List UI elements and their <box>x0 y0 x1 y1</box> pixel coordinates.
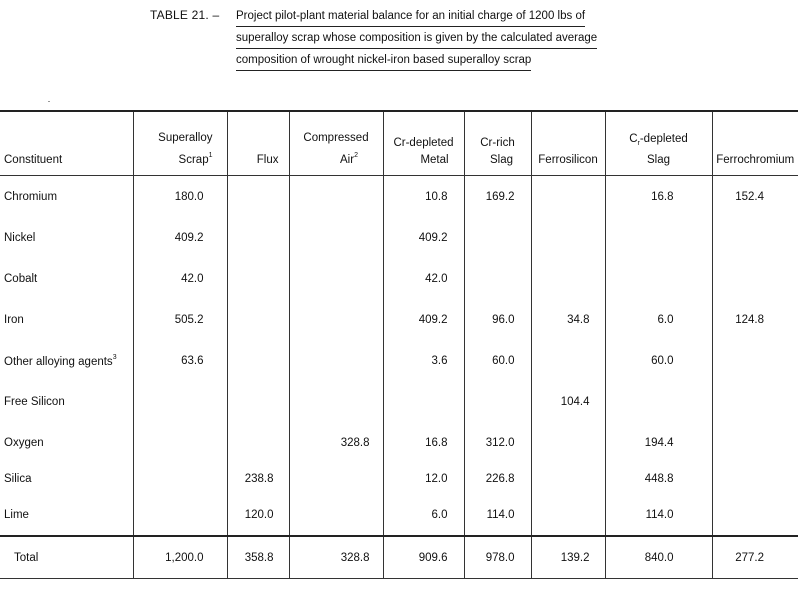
table-cell <box>227 299 289 340</box>
table-cell <box>289 299 383 340</box>
row-label: Nickel <box>4 231 36 244</box>
table-cell <box>464 381 531 422</box>
table-cell: 60.0 <box>464 340 531 381</box>
table-cell: 42.0 <box>383 258 464 299</box>
table-cell <box>531 217 605 258</box>
column-header-cr-rich-slag: Cr-rich Slag <box>464 111 531 176</box>
table-cell: 226.8 <box>464 464 531 494</box>
table-cell <box>464 258 531 299</box>
table-cell <box>289 494 383 536</box>
total-label: Total <box>14 551 39 564</box>
table-cell: 505.2 <box>133 299 227 340</box>
table-number: TABLE 21. – <box>150 8 220 22</box>
table-cell <box>227 381 289 422</box>
column-header-constituent: Constituent <box>4 154 63 166</box>
table-row <box>0 494 798 536</box>
table-row <box>0 299 798 340</box>
table-cell <box>133 494 227 536</box>
table-cell <box>289 258 383 299</box>
caption-line: Project pilot-plant material balance for an initial charge of 1200 lbs of <box>236 8 585 27</box>
table-cell <box>712 422 798 464</box>
table-cell: 16.8 <box>605 176 712 218</box>
table-cell: 60.0 <box>605 340 712 381</box>
row-label: Lime <box>4 508 29 521</box>
total-row <box>0 536 798 579</box>
table-row <box>0 176 798 218</box>
table-cell: 124.8 <box>712 299 798 340</box>
table-cell <box>289 176 383 218</box>
row-label: Other alloying agents$^3$ <box>4 353 117 368</box>
total-value: 277.2 <box>712 536 798 579</box>
table-cell: 114.0 <box>464 494 531 536</box>
material-balance-table <box>0 110 798 579</box>
total-value: 909.6 <box>383 536 464 579</box>
table-cell <box>712 494 798 536</box>
table-cell <box>712 381 798 422</box>
table-cell <box>383 381 464 422</box>
total-value: 358.8 <box>227 536 289 579</box>
column-header-flux: Flux <box>227 111 289 176</box>
table-caption <box>236 8 636 74</box>
header-row <box>0 111 798 176</box>
total-value: 840.0 <box>605 536 712 579</box>
table-cell <box>133 381 227 422</box>
table-cell: 328.8 <box>289 422 383 464</box>
table-cell: 169.2 <box>464 176 531 218</box>
table-row <box>0 381 798 422</box>
table-cell: 448.8 <box>605 464 712 494</box>
table-cell <box>712 340 798 381</box>
table-row <box>0 258 798 299</box>
row-label: Iron <box>4 313 24 326</box>
scan-speck <box>48 101 50 102</box>
table-cell: 180.0 <box>133 176 227 218</box>
table-cell <box>531 494 605 536</box>
table-cell <box>227 340 289 381</box>
table-cell: 409.2 <box>133 217 227 258</box>
table-cell: 42.0 <box>133 258 227 299</box>
table-cell: 104.4 <box>531 381 605 422</box>
column-header-compressed-air: Compressed Air$^2$ <box>289 111 383 176</box>
column-header-superalloy-scrap: Superalloy Scrap$^1$ <box>133 111 227 176</box>
table-cell: 120.0 <box>227 494 289 536</box>
table-cell: 96.0 <box>464 299 531 340</box>
table-cell: 194.4 <box>605 422 712 464</box>
table-cell: 16.8 <box>383 422 464 464</box>
table-cell <box>531 176 605 218</box>
table-row <box>0 217 798 258</box>
table-cell <box>712 258 798 299</box>
table-cell <box>605 381 712 422</box>
table-cell <box>531 340 605 381</box>
table-cell <box>289 381 383 422</box>
table-cell: 114.0 <box>605 494 712 536</box>
column-header-cr-depleted-slag: $C_r$-depleted Slag <box>605 111 712 176</box>
table-cell <box>605 258 712 299</box>
table-cell: 10.8 <box>383 176 464 218</box>
table-cell: 312.0 <box>464 422 531 464</box>
row-label: Free Silicon <box>4 395 65 408</box>
table-cell <box>531 464 605 494</box>
table-cell <box>605 217 712 258</box>
caption-line: superalloy scrap whose composition is given by the calculated average <box>236 30 597 49</box>
table-cell: 34.8 <box>531 299 605 340</box>
table-cell <box>289 340 383 381</box>
table-cell <box>227 176 289 218</box>
total-value: 328.8 <box>289 536 383 579</box>
caption-line: composition of wrought nickel-iron based superalloy scrap <box>236 52 531 71</box>
table-row <box>0 340 798 381</box>
table-cell <box>464 217 531 258</box>
row-label: Chromium <box>4 190 58 203</box>
table-cell <box>712 217 798 258</box>
table-cell <box>227 258 289 299</box>
total-value: 1,200.0 <box>133 536 227 579</box>
table-cell <box>133 464 227 494</box>
row-label: Cobalt <box>4 272 38 285</box>
table-cell <box>712 464 798 494</box>
table-cell <box>289 217 383 258</box>
table-row <box>0 422 798 464</box>
table-cell <box>227 422 289 464</box>
table-cell: 6.0 <box>383 494 464 536</box>
total-value: 978.0 <box>464 536 531 579</box>
table-cell <box>531 422 605 464</box>
table-cell <box>227 217 289 258</box>
table-cell: 12.0 <box>383 464 464 494</box>
table-cell: 409.2 <box>383 299 464 340</box>
table-cell: 238.8 <box>227 464 289 494</box>
row-label: Silica <box>4 473 32 485</box>
column-header-ferrochromium: Ferrochromium <box>712 111 798 176</box>
table-cell <box>133 422 227 464</box>
table-cell <box>531 258 605 299</box>
table-body <box>0 176 798 537</box>
column-header-cr-depleted-metal: Cr-depleted Metal <box>383 111 464 176</box>
table-cell: 63.6 <box>133 340 227 381</box>
table-cell: 152.4 <box>712 176 798 218</box>
row-label: Oxygen <box>4 437 44 449</box>
total-value: 139.2 <box>531 536 605 579</box>
table-cell <box>289 464 383 494</box>
table-row <box>0 464 798 494</box>
column-header-ferrosilicon: Ferrosilicon <box>531 111 605 176</box>
table-cell: 409.2 <box>383 217 464 258</box>
table-cell: 3.6 <box>383 340 464 381</box>
table-cell: 6.0 <box>605 299 712 340</box>
